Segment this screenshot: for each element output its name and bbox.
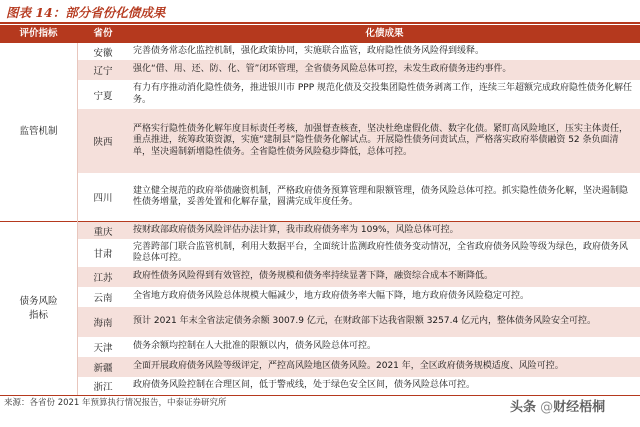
result-text: 预计 2021 年末全省法定债务余额 3007.9 亿元，在财政部下达我省限额 3257.4 亿元内，整体债务风险安全可控。 xyxy=(133,316,597,327)
watermark-brand: 头条 xyxy=(510,400,537,415)
result-cell xyxy=(133,222,636,239)
result-text: 完善跨部门联合监管机制，利用大数据平台，全面统计监测政府性债务变动情况，全省政府债务风险等级为绿色，政府债务风险总体可控。 xyxy=(133,241,629,263)
result-cell xyxy=(133,239,636,267)
table-row xyxy=(77,357,640,377)
result-text: 强化“借、用、还、防、化、管”闭环管理，全省债务风险总体可控，未发生政府债务违约事件。 xyxy=(133,64,512,75)
province-cell: 重庆 xyxy=(93,226,113,238)
group-label-line-2: 指标 xyxy=(28,309,48,321)
province-cell: 安徽 xyxy=(93,47,113,59)
province-cell: 新疆 xyxy=(93,363,113,374)
result-text: 按财政部政府债务风险评估办法计算，我市政府债务率为 109%，风险总体可控。 xyxy=(133,224,459,235)
result-cell xyxy=(133,173,636,221)
result-cell xyxy=(133,60,636,80)
column-separator xyxy=(77,43,78,395)
result-text: 政府性债务风险得到有效管控，债务规模和债务率持续显著下降，融资综合成本不断降低。 xyxy=(133,271,494,282)
table-row xyxy=(77,173,640,221)
table-bottom-rule xyxy=(0,395,640,396)
result-text: 严格实行隐性债务化解年度目标责任考核，加强督查核查，坚决杜绝虚假化债、数字化债。紧盯高风险地区，压实主体责任，重点推进，统筹政策资源，实施“建制县”隐性债务化解试点。开展隐性债务问责试点，严格落实政府举债融资 52 条负面清单，坚决遏制新增隐性债务。全省隐性债务风险稳步降低，总体可控。 xyxy=(133,123,629,157)
figure-title: 图表 14：部分省份化债成果 xyxy=(6,5,166,20)
result-text: 完善债务常态化监控机制，强化政策协同，实施联合监管，政府隐性债务风险得到缓释。 xyxy=(133,45,485,56)
result-text: 全面开展政府债务风险等级评定，严控高风险地区债务风险。2021 年，全区政府债务规模适度、风险可控。 xyxy=(133,361,564,372)
table-row xyxy=(77,239,640,267)
table-row xyxy=(77,109,640,173)
province-cell: 四川 xyxy=(93,193,113,204)
province-cell: 宁夏 xyxy=(93,90,113,102)
province-cell: 浙江 xyxy=(93,382,113,393)
result-cell xyxy=(133,80,636,109)
group-debt-risk xyxy=(0,222,77,395)
table-row xyxy=(77,267,640,287)
result-cell xyxy=(133,287,636,307)
group-regulation xyxy=(0,43,77,221)
table-row xyxy=(77,222,640,239)
table-row xyxy=(77,307,640,337)
table-row xyxy=(77,287,640,307)
result-cell xyxy=(133,43,636,60)
result-cell xyxy=(133,307,636,337)
result-cell xyxy=(133,109,636,173)
table-row xyxy=(77,43,640,60)
result-text: 有力有序推动消化隐性债务，推进银川市 PPP 规范化债及交投集团隐性债务剥离工作，连续三年超额完成政府隐性债务化解任务。 xyxy=(133,83,633,105)
province-cell: 陕西 xyxy=(93,137,113,148)
result-text: 政府债务风险控制在合理区间，低于警戒线，处于绿色安全区间，债务风险总体可控。 xyxy=(133,380,476,391)
table-row xyxy=(77,60,640,80)
watermark xyxy=(510,400,605,416)
group-label-line-1: 债务风险 xyxy=(19,295,58,307)
result-text: 全省地方政府债务风险总体规模大幅减少，地方政府债务率大幅下降，地方政府债务风险稳定可控。 xyxy=(133,291,530,302)
source-note: 来源：各省份 2021 年预算执行情况报告，中泰证券研究所 xyxy=(4,398,227,408)
header-indicator: 评价指标 xyxy=(19,28,58,39)
result-cell xyxy=(133,337,636,357)
watermark-separator: @ xyxy=(536,400,554,415)
header-result: 化债成果 xyxy=(365,28,404,39)
result-text: 债务余额均控制在人大批准的限额以内，债务风险总体可控。 xyxy=(133,341,377,352)
result-cell xyxy=(133,377,636,395)
province-cell: 云南 xyxy=(93,293,113,304)
header-province: 省份 xyxy=(93,28,113,39)
province-cell: 海南 xyxy=(93,318,113,329)
table-header xyxy=(0,25,640,43)
result-text: 建立健全规范的政府举债融资机制，严格政府债务预算管理和限额管理，债务风险总体可控。抓实隐性债务化解，坚决遏制隐性债务增量，妥善处置和化解存量，圆满完成年度任务。 xyxy=(133,185,629,207)
province-cell: 江苏 xyxy=(93,273,113,284)
province-cell: 甘肃 xyxy=(93,249,113,260)
province-cell: 辽宁 xyxy=(93,66,113,77)
table-row xyxy=(77,377,640,395)
table-row xyxy=(77,80,640,109)
result-cell xyxy=(133,357,636,377)
title-rule xyxy=(0,22,640,24)
table-row xyxy=(77,337,640,357)
group-label: 监管机制 xyxy=(19,126,58,137)
watermark-name: 财经梧桐 xyxy=(553,400,606,415)
province-cell: 天津 xyxy=(93,343,113,354)
result-cell xyxy=(133,267,636,287)
